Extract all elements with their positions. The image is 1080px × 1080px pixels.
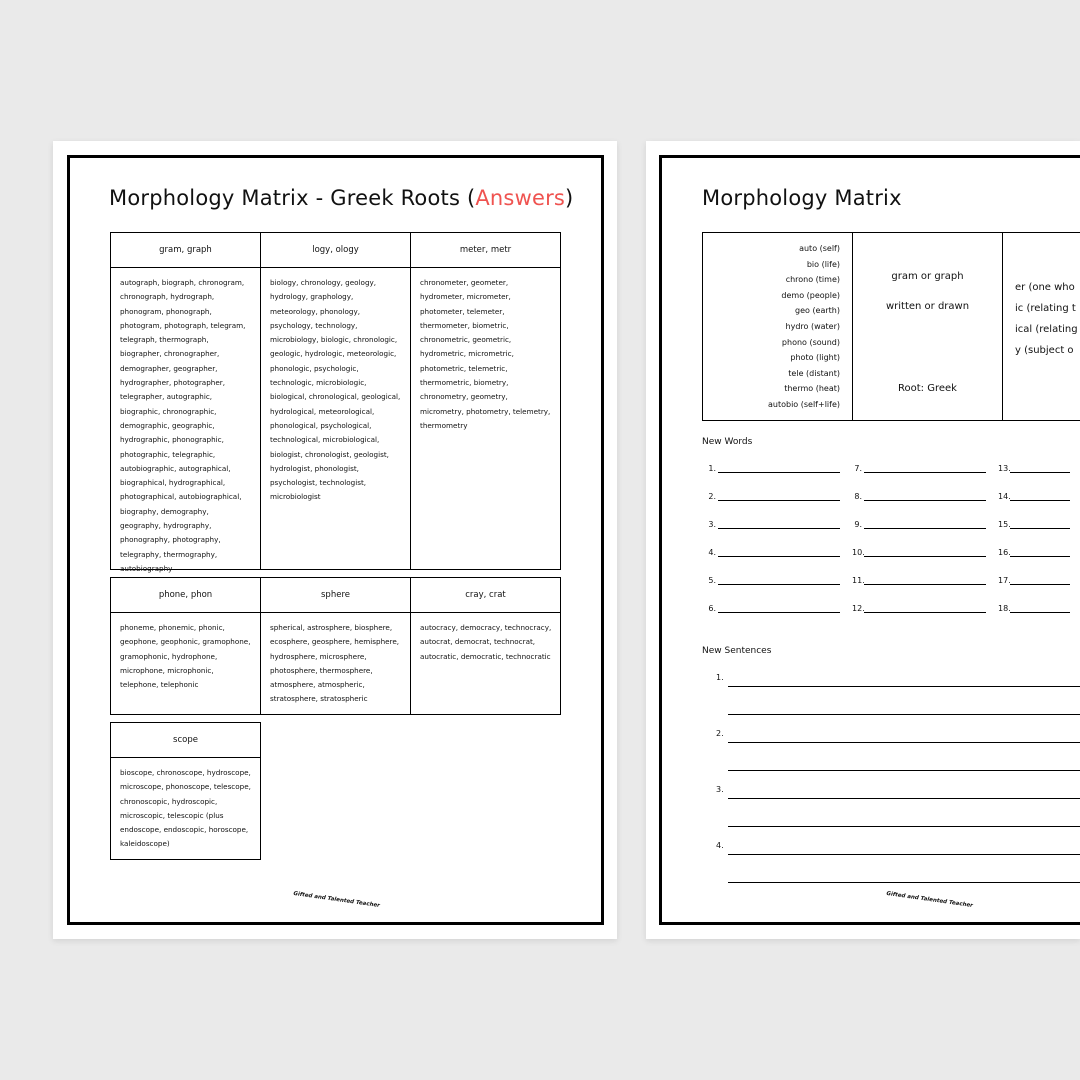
root-box-logy <box>260 232 411 570</box>
answer-sheet <box>53 141 617 939</box>
root-origin: Root: Greek <box>898 383 957 394</box>
prefix-item: hydro (water) <box>785 321 840 331</box>
word-blank[interactable]: 12. <box>852 603 986 613</box>
suffix-item: er (one who <box>1015 282 1075 293</box>
root-box-head: logy, ology <box>261 233 410 268</box>
word-blank[interactable]: 10. <box>852 547 986 557</box>
word-blank[interactable]: 4. <box>706 547 840 557</box>
brand-logo: Gifted and Talented Teacher <box>293 890 381 910</box>
prefix-item: auto (self) <box>799 244 840 253</box>
word-blank[interactable]: 5. <box>706 575 840 585</box>
word-blank[interactable]: 13. <box>998 463 1070 473</box>
morphology-matrix <box>702 232 1080 421</box>
worksheet: Morphology Matrix auto (self) bio (life) chrono (time) demo (people) geo (earth) hydro (water) phono (sound) photo (light) tele (distant) thermo (heat) autobio (self+life) gram or graph written or drawn Root: Greek er (one who ic (relating t ical (relating y (subject o New Words 1. 2. 3. 4. 5. 6. 7. 8. 9. 10. 11. 12. 13. 14. 15. 16. 17. 18. New Sentences 1. 2. 3. 4. Gifted and Talented Teacher <box>646 141 1080 939</box>
word-blank[interactable]: 18. <box>998 603 1070 613</box>
brand-logo: Gifted and Talented Teacher <box>886 890 974 910</box>
root-box-words: phoneme, phonemic, phonic, geophone, geophonic, gramophone, gramophonic, hydrophone, microphone, microphonic, telephone, telephonic <box>120 623 251 690</box>
title-end: ) <box>565 186 574 210</box>
root-box-words: bioscope, chronoscope, hydroscope, microscope, phonoscope, telescope, chronoscopic, hydroscopic, microscopic, telescopic (plus endoscope, endoscopic, horoscope, kaleidoscope) <box>120 768 251 849</box>
root-box-cray <box>410 577 561 715</box>
suffix-item: ic (relating t <box>1015 303 1076 314</box>
root-column <box>853 233 1003 420</box>
prefix-item: photo (light) <box>790 353 840 363</box>
title-accent: Answers <box>475 186 566 210</box>
suffix-column <box>1003 233 1080 420</box>
root-box-head: sphere <box>261 578 410 613</box>
root-box-words: chronometer, geometer, hydrometer, micrometer, photometer, telemeter, thermometer, biometric, chronometric, geometric, hydrometric, micrometric, photometric, telemetric, thermometric, biometry, chronometry, geometry, micrometry, photometry, telemetry, thermometry <box>420 278 551 430</box>
word-blank[interactable]: 7. <box>852 463 986 473</box>
suffix-item: y (subject o <box>1015 345 1074 356</box>
root-box-gram <box>110 232 261 573</box>
root-box-head: scope <box>111 723 260 758</box>
word-blank[interactable]: 1. <box>706 463 840 473</box>
root-box-meter <box>410 232 561 570</box>
root-box-sphere <box>260 577 411 715</box>
prefix-item: geo (earth) <box>795 306 840 316</box>
prefix-item: chrono (time) <box>785 275 840 285</box>
prefix-item: phono (sound) <box>781 337 840 347</box>
prefix-item: tele (distant) <box>788 368 840 378</box>
word-blank[interactable]: 14. <box>998 491 1070 501</box>
root-box-words: autocracy, democracy, technocracy, autocrat, democrat, technocrat, autocratic, democratic, technocratic <box>420 623 552 661</box>
root-box-words: spherical, astrosphere, biosphere, ecosphere, geosphere, hemisphere, hydrosphere, microsphere, photosphere, thermosphere, atmosphere, atmospheric, stratosphere, stratospheric <box>270 623 400 704</box>
root-box-words: autograph, biograph, chronogram, chronograph, hydrograph, phonogram, phonograph, photogram, photograph, telegram, telegraph, thermograph, biographer, chronographer, demographer, geographer, hydrographer, photographer, telegrapher, autographic, biographic, chronographic, demographic, geographic, hydrographic, phonographic, photographic, telegraphic, autobiographic, autographical, biographical, hydrographical, photographical, autobiographical, biography, demography, geography, hydrography, phonography, photography, telegraphy, thermography, autobiography <box>120 278 246 573</box>
prefix-item: thermo (heat) <box>784 384 840 394</box>
word-blank[interactable]: 8. <box>852 491 986 501</box>
root-name: gram or graph <box>891 271 964 282</box>
root-box-phone <box>110 577 261 715</box>
new-words-label: New Words <box>702 437 753 447</box>
root-meaning: written or drawn <box>885 301 970 312</box>
prefix-column <box>703 233 853 420</box>
root-box-words: biology, chronology, geology, hydrology, graphology, meteorology, phonology, psychology, technology, microbiology, biologic, chronologic, geologic, hydrologic, meteorologic, phonologic, psychologic, technologic, microbiologic, biological, chronological, geological, hydrological, meteorological, phonological, psychological, technological, microbiological, biologist, chronologist, geologist, hydrologist, phonologist, psychologist, technologist, microbiologist <box>270 278 401 502</box>
root-box-head: phone, phon <box>111 578 260 613</box>
root-box-head: meter, metr <box>411 233 560 268</box>
prefix-item: demo (people) <box>781 290 840 300</box>
word-blank[interactable]: 6. <box>706 603 840 613</box>
page-title: Morphology Matrix <box>702 186 902 210</box>
title-main: Morphology Matrix - Greek Roots ( <box>109 186 476 210</box>
word-blank[interactable]: 11. <box>852 575 986 585</box>
root-box-head: cray, crat <box>411 578 560 613</box>
page-title <box>109 186 573 210</box>
new-sentences-label: New Sentences <box>702 646 772 656</box>
word-blank[interactable]: 17. <box>998 575 1070 585</box>
word-blank[interactable]: 16. <box>998 547 1070 557</box>
word-blank[interactable]: 3. <box>706 519 840 529</box>
word-blank[interactable]: 2. <box>706 491 840 501</box>
word-blank[interactable]: 9. <box>852 519 986 529</box>
prefix-item: bio (life) <box>806 259 840 269</box>
word-blank[interactable]: 15. <box>998 519 1070 529</box>
prefix-item: autobio (self+life) <box>768 399 840 409</box>
suffix-item: ical (relating <box>1015 324 1078 335</box>
root-box-scope <box>110 722 261 860</box>
root-box-head: gram, graph <box>111 233 260 268</box>
